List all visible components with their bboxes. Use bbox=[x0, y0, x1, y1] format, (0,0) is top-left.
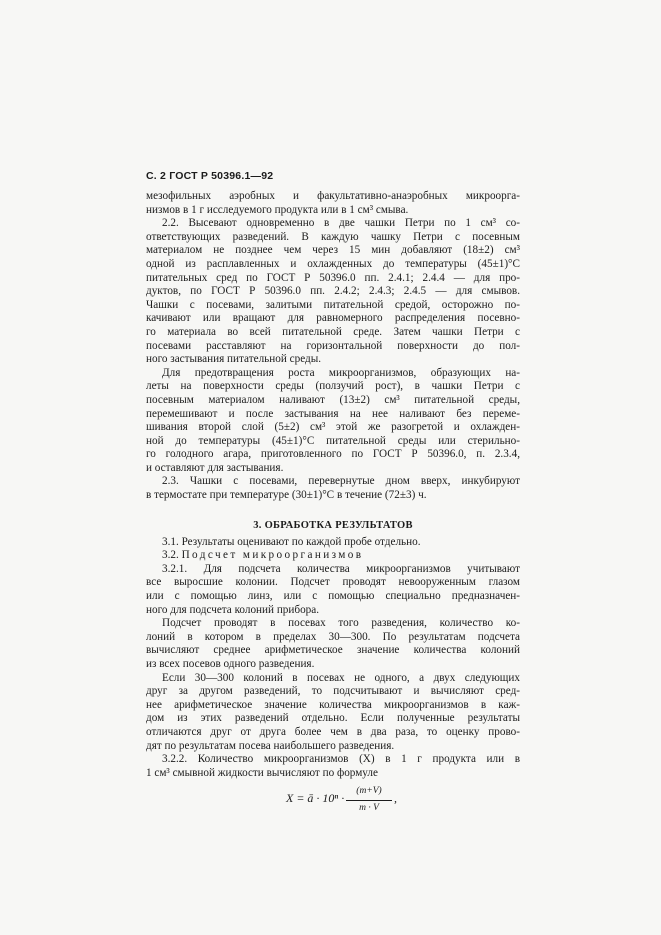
text-line: ного застывания питательной среды. bbox=[146, 353, 322, 366]
text-line: 2.3. Чашки с посевами, перевернутые дном вверх, инкубируют bbox=[162, 475, 520, 488]
page-header bbox=[146, 170, 273, 182]
paragraph-two-dilutions bbox=[146, 672, 520, 754]
paragraph-2-3 bbox=[146, 475, 520, 502]
paragraph-creeping-growth bbox=[146, 367, 520, 476]
text-line: го голодного агара, приготовленного по ГОСТ Р 50396.0, п. 2.3.4, bbox=[146, 448, 520, 461]
paragraph-2-2 bbox=[146, 217, 520, 367]
text-line: 1 см³ смывной жидкости вычисляют по формуле bbox=[146, 766, 378, 779]
text-line: шивания второй слой (5±2) см³ этой же разогретой и охлажден- bbox=[146, 421, 520, 434]
text-line: друг за другом разведений, то подсчитывают и вычисляют сред- bbox=[146, 685, 520, 698]
text-line: перемешивают и после застывания на нее наливают без переме- bbox=[146, 407, 520, 420]
text-line: лоний в котором в пределах 30—300. По результатам подсчета bbox=[146, 630, 520, 643]
paragraph-3-2 bbox=[146, 549, 520, 563]
text-line: отличаются друг от друга более чем в два раза, то оценку прово- bbox=[146, 725, 520, 738]
text-line: дом из этих разведений отдельно. Если полученные результаты bbox=[146, 712, 520, 725]
paragraph-3-2-1 bbox=[146, 563, 520, 617]
text-line: все выросшие колонии. Подсчет проводят невооруженным глазом bbox=[146, 576, 520, 589]
paragraph-3-1: 3.1. Результаты оценивают по каждой пробе отдельно. bbox=[162, 535, 421, 548]
page-number: С. 2 bbox=[146, 170, 167, 182]
text-line: и оставляют для застывания. bbox=[146, 461, 284, 474]
formula bbox=[146, 784, 520, 814]
text-line: одной из расплавленных и охлажденных до температуры (45±1)°С bbox=[146, 257, 520, 270]
paragraph-intro bbox=[146, 190, 520, 217]
text-line: вычисляют среднее арифметическое значение количества колоний bbox=[146, 644, 520, 657]
text-line: ответствующих разведений. В каждую чашку Петри с посевным bbox=[146, 230, 520, 243]
text-line: дят по результатам посева наибольшего разведения. bbox=[146, 739, 395, 752]
text-line: го материала во всей питательной среде. Затем чашки Петри с bbox=[146, 325, 520, 338]
text-line: ного для подсчета колоний прибора. bbox=[146, 603, 320, 616]
text-line: из всех посевов одного разведения. bbox=[146, 658, 315, 670]
text-line: 2.2. Высевают одновременно в две чашки Петри по 1 см³ со- bbox=[162, 217, 520, 230]
paragraph-3-2-heading: Подсчет микроорганизмов bbox=[181, 549, 364, 562]
paragraph-counting bbox=[146, 617, 520, 671]
text-line: нее арифметическое значение количества микроорганизмов в каж- bbox=[146, 698, 520, 711]
text-line: 3.2.1. Для подсчета количества микроорганизмов учитывают bbox=[162, 562, 520, 575]
standard-code: ГОСТ Р 50396.1—92 bbox=[169, 170, 274, 182]
text-line: материалом не позднее чем через 15 мин добавляют (18±2) см³ bbox=[146, 244, 520, 257]
text-line: ной до температуры (45±1)°С питательной среды или стерильно- bbox=[146, 434, 520, 447]
formula-denominator: m · V bbox=[359, 802, 379, 813]
text-line: качивают или вращают для равномерного распределения посевно- bbox=[146, 312, 520, 325]
formula-lhs: X = ā · 10ⁿ · bbox=[286, 791, 345, 806]
formula-end: , bbox=[394, 791, 397, 806]
document-body bbox=[146, 190, 520, 814]
text-line: Для предотвращения роста микроорганизмов, образующих на- bbox=[162, 366, 520, 379]
paragraph-3-2-2 bbox=[146, 753, 520, 780]
paragraph-3-2-number: 3.2. bbox=[162, 549, 179, 562]
text-line: низмов в 1 г исследуемого продукта или в 1 см³ смыва. bbox=[146, 203, 409, 216]
text-line: Подсчет проводят в посевах того разведения, количество ко- bbox=[162, 617, 520, 630]
text-line: питательных сред по ГОСТ Р 50396.0 пп. 2.4.1; 2.4.4 — для про- bbox=[146, 271, 520, 284]
text-line: дуктов, по ГОСТ Р 50396.0 пп. 2.4.2; 2.4.3; 2.4.5 — для смывов. bbox=[146, 285, 520, 298]
text-line: в термостате при температуре (30±1)°С в течение (72±3) ч. bbox=[146, 489, 427, 502]
formula-fraction bbox=[346, 785, 392, 815]
text-line: или с помощью линз, или с помощью специально предназначен- bbox=[146, 590, 520, 603]
text-line: 3.2.2. Количество микроорганизмов (X) в 1 г продукта или в bbox=[162, 753, 520, 766]
section-3-title: 3. ОБРАБОТКА РЕЗУЛЬТАТОВ bbox=[253, 519, 413, 531]
text-line: Чашки с посевами, залитыми питательной средой, осторожно по- bbox=[146, 298, 520, 311]
formula-numerator: (m+V) bbox=[346, 785, 392, 801]
text-line: Если 30—300 колоний в посевах не одного, а двух следующих bbox=[162, 671, 520, 684]
text-line: посевным материалом наливают (13±2) см³ питательной среды, bbox=[146, 393, 520, 406]
text-line: леты на поверхности среды (ползучий рост), в чашки Петри с bbox=[146, 380, 520, 393]
text-line: мезофильных аэробных и факультативно-анаэробных микроорга- bbox=[146, 190, 520, 202]
text-line: посевами расставляют на горизонтальной поверхности до пол- bbox=[146, 339, 520, 352]
